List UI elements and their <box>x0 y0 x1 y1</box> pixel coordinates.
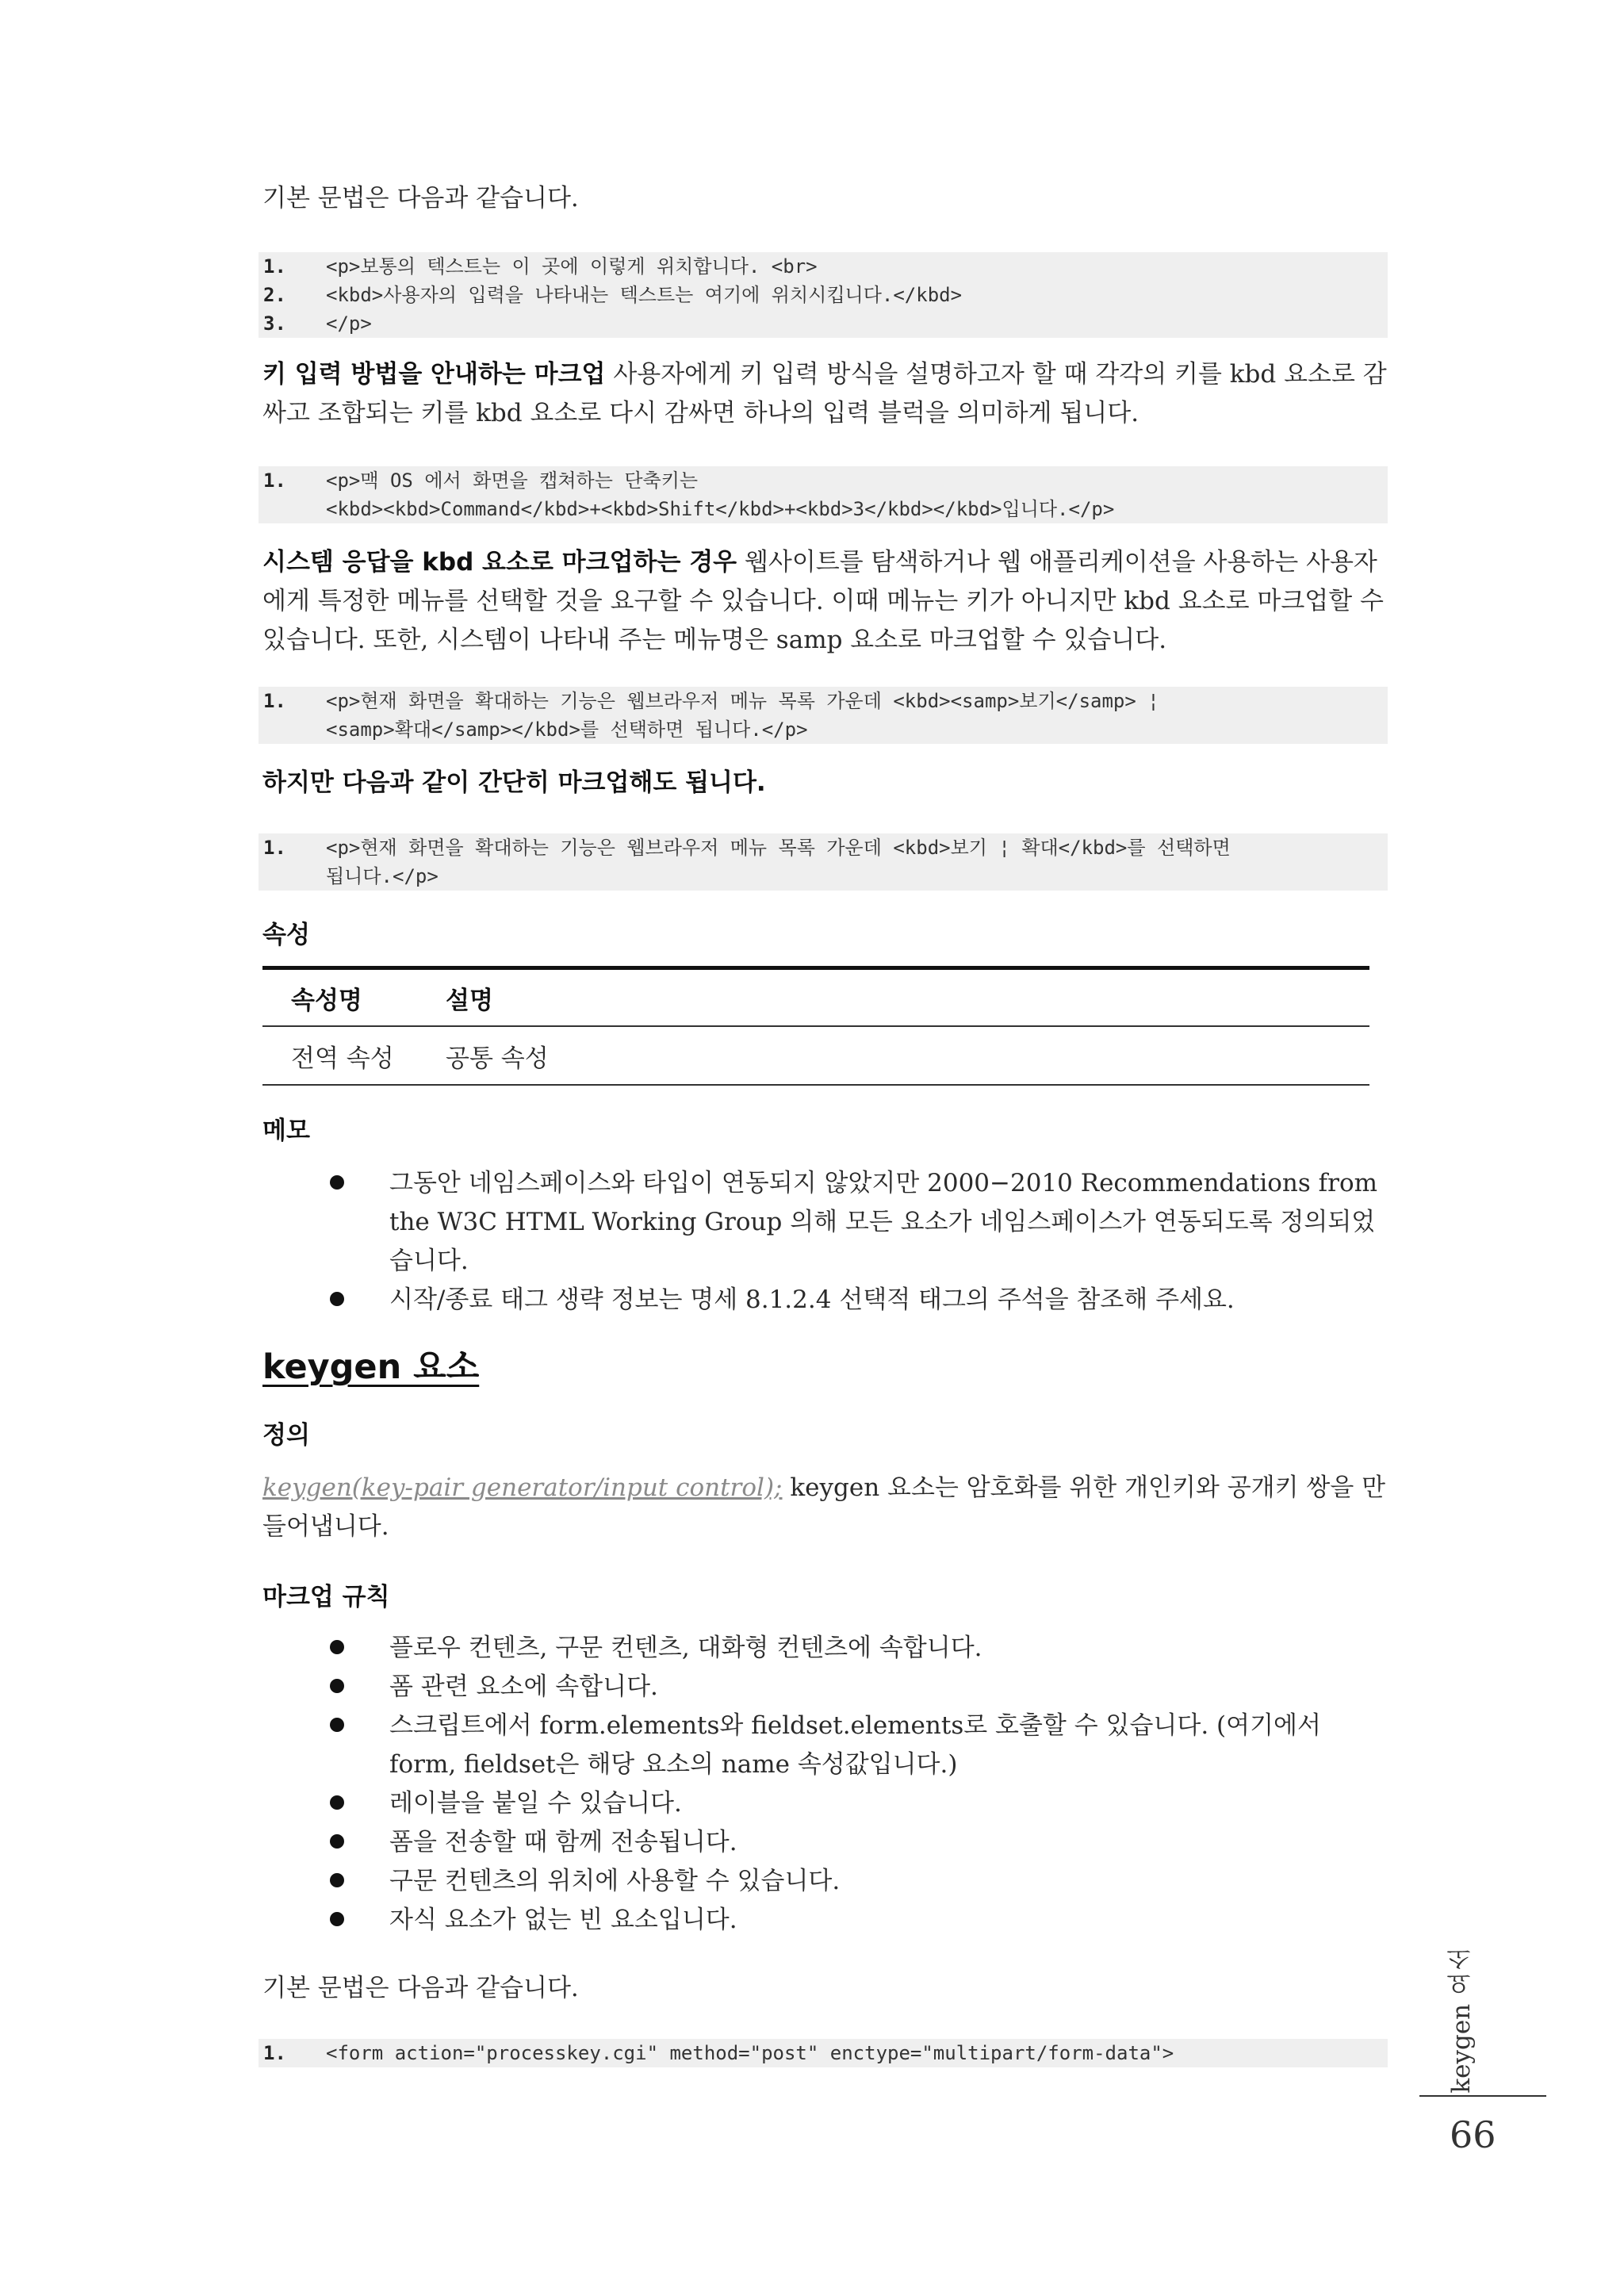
section-title: keygen 요소 <box>262 1347 480 1387</box>
bullet-icon <box>330 1912 344 1926</box>
code-line-number: 1. <box>263 469 286 492</box>
memo-list <box>262 1164 1388 1320</box>
list-item <box>262 1901 1388 1940</box>
bullet-icon <box>330 1795 344 1810</box>
code-line <box>259 833 1388 862</box>
paragraph-system-response-lead: 시스템 응답을 kbd 요소로 마크업하는 경우 <box>262 548 737 577</box>
bullet-icon <box>330 1175 344 1190</box>
code-line-text: </p> <box>326 312 372 335</box>
intro-text-2: 기본 문법은 다음과 같습니다. <box>262 1974 579 2002</box>
attributes-heading: 속성 <box>262 921 310 949</box>
code-line <box>259 2039 1388 2067</box>
code-line-text: <p>맥 OS 에서 화면을 캡쳐하는 단축키는 <box>326 469 699 492</box>
definition-term-link[interactable]: keygen(key-pair generator/input control); <box>262 1473 783 1502</box>
code-line <box>259 687 1388 715</box>
code-line-text: <samp>확대</samp></kbd>를 선택하면 됩니다.</p> <box>326 718 808 741</box>
markup-rules-list <box>262 1629 1388 1940</box>
list-item <box>262 1281 1388 1320</box>
code-block-1 <box>259 252 1388 338</box>
attribute-name-cell: 전역 속성 <box>291 1044 394 1073</box>
running-header-rule <box>1419 2095 1546 2097</box>
code-line-number: 1. <box>263 2042 286 2064</box>
bullet-icon <box>330 1834 344 1849</box>
code-line-text: <kbd><kbd>Command</kbd>+<kbd>Shift</kbd>+<kbd>3</kbd></kbd>입니다.</p> <box>326 498 1115 520</box>
code-line <box>259 309 1388 338</box>
list-item <box>262 1164 1388 1281</box>
attributes-table <box>262 966 1369 1086</box>
code-line-number: 1. <box>263 255 286 278</box>
code-line <box>259 281 1388 309</box>
bullet-icon <box>330 1640 344 1654</box>
code-line-text: <p>현재 화면을 확대하는 기능은 웹브라우저 메뉴 목록 가운데 <kbd><samp>보기</samp> ¦ <box>326 690 1159 712</box>
code-line-text: <p>보통의 텍스트는 이 곳에 이렇게 위치합니다. <br> <box>326 255 818 278</box>
code-line <box>259 715 1388 744</box>
code-line <box>259 495 1388 523</box>
attribute-description-cell: 공통 속성 <box>446 1044 549 1073</box>
code-block-2 <box>259 466 1388 523</box>
bullet-icon <box>330 1679 344 1693</box>
attributes-table-header-row <box>262 968 1369 1027</box>
paragraph-simple-markup-lead: 하지만 다음과 같이 간단히 마크업해도 됩니다. <box>262 768 766 797</box>
code-line <box>259 862 1388 891</box>
memo-heading: 메모 <box>262 1117 310 1145</box>
code-line-number: 1. <box>263 837 286 859</box>
list-item <box>262 1823 1388 1862</box>
code-line <box>259 252 1388 281</box>
code-line-text: <form action="processkey.cgi" method="post" enctype="multipart/form-data"> <box>326 2042 1174 2064</box>
paragraph-simple-markup <box>262 764 1388 803</box>
code-line-number: 1. <box>263 690 286 712</box>
markup-rules-heading: 마크업 규칙 <box>262 1583 390 1611</box>
rule-item-text: 스크립트에서 form.elements와 fieldset.elements로 호출할 수 있습니다. (여기에서 form, fieldset은 해당 요소의 name 속성값입니다.) <box>389 1711 1321 1779</box>
code-line-number: 3. <box>263 312 286 335</box>
paragraph-system-response <box>262 543 1388 660</box>
attributes-header-description: 설명 <box>446 986 493 1015</box>
definition-heading: 정의 <box>262 1421 310 1450</box>
list-item <box>262 1629 1388 1668</box>
rule-item-text: 플로우 컨텐츠, 구문 컨텐츠, 대화형 컨텐츠에 속합니다. <box>389 1634 982 1662</box>
rule-item-text: 레이블을 붙일 수 있습니다. <box>389 1789 682 1818</box>
code-line-number: 2. <box>263 284 286 306</box>
bullet-icon <box>330 1873 344 1887</box>
list-item <box>262 1784 1388 1823</box>
code-block-4 <box>259 833 1388 891</box>
memo-item-text: 그동안 네임스페이스와 타입이 연동되지 않았지만 2000−2010 Recommendations from the W3C HTML Working Group 의해 모든 요소가 네임스페이스가 연동되도록 정의되었습니다. <box>389 1169 1378 1275</box>
code-line <box>259 466 1388 495</box>
rule-item-text: 구문 컨텐츠의 위치에 사용할 수 있습니다. <box>389 1867 841 1895</box>
intro-text: 기본 문법은 다음과 같습니다. <box>262 184 579 213</box>
paragraph-system-response-body: 웹사이트를 탐색하거나 웹 애플리케이션을 사용하는 사용자에게 특정한 메뉴를 선택할 것을 요구할 수 있습니다. 이때 메뉴는 키가 아니지만 kbd 요소로 마크업할 수 있습니다. 또한, 시스템이 나타내 주는 메뉴명은 samp 요소로 마크업할 수 있습니다. <box>262 548 1384 654</box>
bullet-icon <box>330 1292 344 1306</box>
list-item <box>262 1707 1388 1784</box>
paragraph-kbd-keys-body: 사용자에게 키 입력 방식을 설명하고자 할 때 각각의 키를 kbd 요소로 감싸고 조합되는 키를 kbd 요소로 다시 감싸면 하나의 입력 블럭을 의미하게 됩니다. <box>262 360 1387 427</box>
definition-body: keygen 요소는 암호화를 위한 개인키와 공개키 쌍을 만들어냅니다. <box>262 1473 1386 1541</box>
code-block-5 <box>259 2039 1388 2067</box>
list-item <box>262 1668 1388 1707</box>
rule-item-text: 폼 관련 요소에 속합니다. <box>389 1672 658 1701</box>
paragraph-kbd-keys <box>262 355 1388 433</box>
paragraph-kbd-keys-lead: 키 입력 방법을 안내하는 마크업 <box>262 360 606 389</box>
attributes-header-name: 속성명 <box>291 986 362 1015</box>
page-number: 66 <box>1450 2113 1496 2156</box>
code-line-text: <p>현재 화면을 확대하는 기능은 웹브라우저 메뉴 목록 가운데 <kbd>보기 ¦ 확대</kbd>를 선택하면 <box>326 837 1231 859</box>
code-block-3 <box>259 687 1388 744</box>
running-header-label: keygen 요소 <box>1447 1947 1476 2094</box>
code-line-text: 됩니다.</p> <box>326 865 439 887</box>
list-item <box>262 1862 1388 1901</box>
table-row <box>262 1026 1369 1085</box>
definition-paragraph <box>262 1469 1388 1546</box>
rule-item-text: 자식 요소가 없는 빈 요소입니다. <box>389 1906 737 1934</box>
memo-item-text: 시작/종료 태그 생략 정보는 명세 8.1.2.4 선택적 태그의 주석을 참조해 주세요. <box>389 1285 1235 1314</box>
code-line-text: <kbd>사용자의 입력을 나타내는 텍스트는 여기에 위치시킵니다.</kbd> <box>326 284 963 306</box>
bullet-icon <box>330 1718 344 1732</box>
rule-item-text: 폼을 전송할 때 함께 전송됩니다. <box>389 1828 737 1856</box>
